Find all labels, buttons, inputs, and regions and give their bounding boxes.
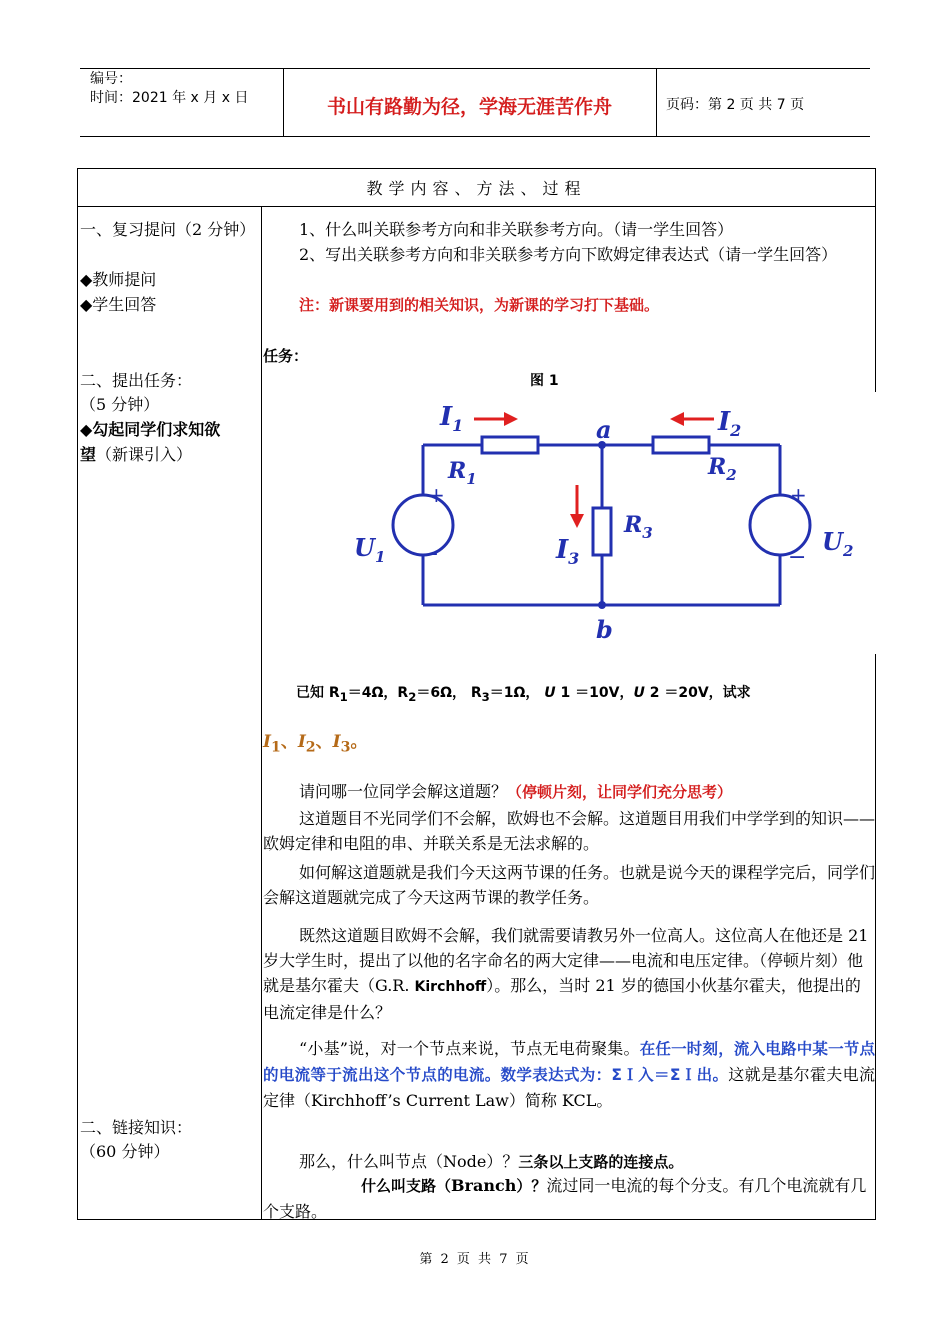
paragraph-3: 如何解这道题就是我们今天这两节课的任务。也就是说今天的课程学完后，同学们会解这道题就完成了今天这两节课的教学任务。 <box>263 863 876 907</box>
label-u2: $U_2$ <box>822 527 854 560</box>
header-meta <box>90 70 248 108</box>
paragraph-5-text-c: 这就是基尔霍夫电流定律（Kirchhoff’s Current Law）简称 KCL。 <box>263 1065 875 1110</box>
paragraph-5-kcl-def: 在任一时刻，流入电路中某一节点的电流等于流出这个节点的电流。数学表达式为：ΣＩ入＝ΣＩ出。 <box>263 1040 875 1084</box>
arrow-i3-head <box>570 514 584 528</box>
paragraph-7-branch: Branch <box>451 1176 517 1195</box>
paragraph-5-text-a: “小基”说，对一个节点来说，节点无电荷聚集。 <box>299 1039 640 1058</box>
section-link-time: （60 分钟） <box>80 1142 170 1161</box>
code-label: 编号： <box>90 71 132 87</box>
section-task-intro-text: （新课引入） <box>96 445 193 464</box>
page-footer: 第 2 页 共 7 页 <box>419 1252 531 1267</box>
circuit-diagram <box>340 392 880 654</box>
arrow-i2-head <box>670 412 684 426</box>
resistor-r1 <box>482 437 538 453</box>
paragraph-7-q-c: ）？ <box>516 1177 547 1195</box>
paragraph-6-answer: 三条以上支路的连接点。 <box>518 1153 684 1171</box>
label-node-a: a <box>596 415 612 444</box>
time-label: 时间：2021 年 x 月 x 日 <box>90 90 249 106</box>
u2-plus: + <box>790 483 807 507</box>
paragraph-6-question: 那么，什么叫节点（Node）？ <box>299 1152 519 1171</box>
node-b-dot <box>598 601 606 609</box>
table-title-rule <box>77 206 876 207</box>
section-review-title: 一、复习提问（2 分钟） <box>80 220 256 239</box>
find-currents: $I_1$、$I_2$、$I_3$。 <box>263 732 368 756</box>
header-motto: 书山有路勤为径，学海无涯苦作舟 <box>326 96 612 118</box>
paragraph-6 <box>263 1149 875 1175</box>
section-task-intro <box>80 442 192 467</box>
task-label: 任务： <box>263 347 309 365</box>
question-2: 2、写出关联参考方向和非关联参考方向下欧姆定律表达式（请一学生回答） <box>299 245 838 264</box>
label-i2: $I_2$ <box>718 407 742 440</box>
paragraph-7 <box>263 1173 875 1224</box>
header-page-info: 页码：第 2 页 共 7 页 <box>666 97 805 113</box>
question-1: 1、什么叫关联参考方向和非关联参考方向。（请一学生回答） <box>299 220 734 239</box>
label-r1: $R_1$ <box>448 458 477 488</box>
paragraph-5 <box>263 1036 875 1113</box>
paragraph-1-text: 请问哪一位同学会解这道题？ <box>299 782 508 801</box>
table-title: 教学内容、方法、过程 <box>366 179 587 198</box>
section-task-intro-bold: 望 <box>80 445 97 464</box>
table-column-divider <box>261 206 262 1220</box>
paragraph-4-text-c: ）。那么，当时 21 岁的德国小伙基尔霍夫，他提出的电流定律是什么？ <box>263 976 861 1022</box>
resistor-r2 <box>653 437 709 453</box>
paragraph-4-kirchhoff: Kirchhoff <box>414 979 487 995</box>
figure-title: 图 1 <box>530 373 559 389</box>
label-node-b: b <box>596 615 613 644</box>
label-i1: $I_1$ <box>440 402 464 435</box>
note: 注：新课要用到的相关知识，为新课的学习打下基础。 <box>299 296 660 314</box>
paragraph-7-answer: 流过同一电流的每个分支。有几个电流就有几个支路。 <box>263 1176 867 1221</box>
section-task-title: 二、提出任务： <box>80 371 193 390</box>
section-review-student: ◆学生回答 <box>80 295 157 314</box>
section-link-title: 二、链接知识： <box>80 1118 193 1137</box>
paragraph-2: 这道题目不光同学们不会解，欧姆也不会解。这道题目用我们中学学到的知识——欧姆定律和电阻的串、并联关系是无法求解的。 <box>263 809 876 853</box>
u1-minus: - <box>430 541 438 566</box>
label-u1: $U_1$ <box>354 533 386 566</box>
arrow-i1-head <box>504 412 518 426</box>
header-bottom-rule <box>80 136 870 137</box>
paragraph-7-q-a: 什么叫支路（ <box>361 1177 452 1195</box>
paragraph-4 <box>263 923 875 1025</box>
label-r3: $R_3$ <box>624 512 653 542</box>
header-divider-2 <box>656 68 657 136</box>
resistor-r3 <box>593 508 611 555</box>
section-task-time: （5 分钟） <box>80 395 160 414</box>
given-values: 已知 $R_1=4\Omega$，$R_2=6\Omega$， $R_3=1\Omega$， U 1 ＝10V，U 2 ＝20V，试求 <box>296 685 751 704</box>
header-top-rule <box>80 68 870 69</box>
paragraph-1-pause: （停顿片刻，让同学们充分思考） <box>507 783 733 801</box>
section-review-teacher: ◆教师提问 <box>80 270 157 289</box>
paragraph-1 <box>263 779 875 805</box>
u2-minus: − <box>788 545 807 570</box>
u1-plus: + <box>428 483 445 507</box>
label-r2: $R_2$ <box>708 454 737 484</box>
label-i3: $I_3$ <box>556 535 580 568</box>
section-task-motivate: ◆勾起同学们求知欲 <box>80 420 221 439</box>
paragraph-4-text-a: 既然这道题目欧姆不会解，我们就需要请教另外一位高人。这位高人在他还是 21 岁大学生时，提出了以他的名字命名的两大定律——电流和电压定律。（停顿片刻）他就是基尔霍夫（G.R. <box>263 926 869 995</box>
